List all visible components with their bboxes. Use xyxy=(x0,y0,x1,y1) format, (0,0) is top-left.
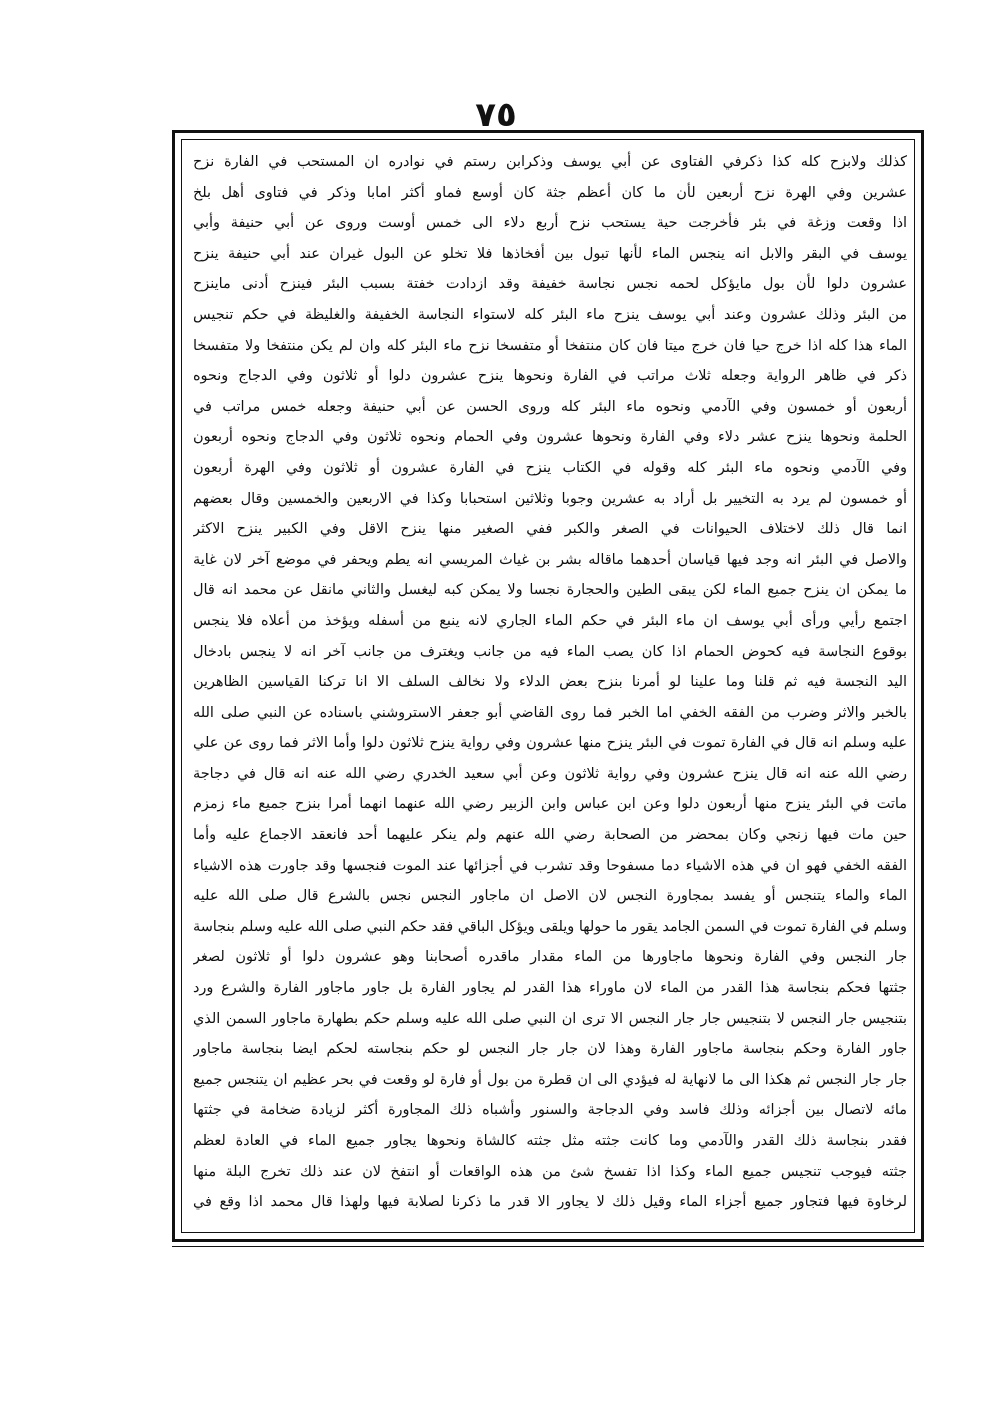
text-line: الماء والماء يتنجس أو يفسد بمجاورة النجس لان الاصل ان ماجاور النجس نجس بالشرع قال صلى الله عليه xyxy=(193,888,907,905)
text-line: حين مات فيها زنجي وكان بمحضر من الصحابة رضي الله عنهم ولم ينكر عليهما أحد فانعقد الاجماع عليه وأما xyxy=(193,827,907,844)
text-line: عشرون دلوا لأن بول مايؤكل لحمه نجس نجاسة خفيفة وقد ازدادت خفتة بسبب البئر فينزح أدنى ماينزح xyxy=(193,276,907,293)
text-line: بالخبر والاثر وضرب من الفقه الخفي اما الخبر فما روى القاضي أبو جعفر الاستروشني باسناده عن النبي صلى الله xyxy=(193,704,907,721)
text-line: جاور الفارة وحكم بنجاسة ماجاور الفارة وهذا لان جار جار النجس لو حكم بنجاسته لحكم ايضا بنجاسة ماجاور xyxy=(193,1041,907,1058)
text-line: يوسف في البقر والابل انه ينجس الماء لأنها تبول بين أفخاذها فلا تخلو عن البول غيران عند أبي حنيفة ينزح xyxy=(193,245,907,262)
text-line: أو خمسون لم يرد به التخيير بل أراد به عشرين وجوبا وثلاثين استحبابا وكذا في الاربعين والخمسين وقال بعضهم xyxy=(193,490,907,507)
text-line: الفقه الخفي فهو ان في هذه الاشياء دما مسفوحا وقد تشرب في أجزائها عند الموت فنجسها وقد جاورت هذه الاشياء xyxy=(193,857,907,874)
text-line: اليد النجسة فيه ثم قلنا وما علينا لو أمرنا بنزح بعض الدلاء ولا نخالف السلف الا انا تركنا القياسين الظاهرين xyxy=(193,674,907,691)
text-line: اذا وقعت وزغة في بئر فأخرجت حية يستحب نزح أربع دلاء الى خمس أوست وروى عن أبي حنيفة وأبي xyxy=(193,215,907,232)
text-line: انما قال ذلك لاختلاف الحيوانات في الصغر والكبر ففي الصغير منها ينزح الاقل وفي الكبير ينزح الاكثر xyxy=(193,521,907,538)
text-line: من البئر وذلك عشرون وعند أبي يوسف ينزح ماء البئر كله لاستواء النجاسة الخفيفة والغليظة في حكم تنجيس xyxy=(193,306,907,323)
body-text xyxy=(193,147,907,1225)
text-line: لرخاوة فيها فتجاور جميع أجزاء الماء وقيل ذلك لا يجاور الا قدر ما ذكرنا لصلابة فيها ولهذا قال محمد اذا وقع في xyxy=(193,1194,907,1211)
text-line: فقدر بنجاسة ذلك القدر والآدمي وما كانت جثته مثل جثته كالشاة ونحوها يجاور جميع الماء في العادة لعظم xyxy=(193,1133,907,1149)
text-line: عشرين وفي الهرة نزح أربعين لأن ما كان أعظم جثة كان أوسع فماو أكثر امابا وذكر في فتاوى أهل بلخ xyxy=(193,184,907,201)
text-line: عليه وسلم انه قال في الفارة تموت في البئر ينزح منها عشرون وفي رواية ينزح ثلاثون دلوا وأما الاثر فما روى عن علي xyxy=(193,735,907,752)
text-line: مائه لاتصال بين أجزائه وذلك فاسد وفي الدجاجة والسنور وأشباه ذلك المجاورة أكثر لزيادة ضخامة في جثتها xyxy=(193,1102,907,1119)
text-line: الحلمة ونحوها ينزح عشر دلاء وفي الفارة ونحوها عشرون وفي الحمام ونحوه ثلاثون وفي الدجاج ونحوه أربعون xyxy=(193,429,907,446)
text-frame xyxy=(172,130,924,1242)
text-line: جار النجس وفي الفارة ونحوها ماجاورها من الماء مقدار ماقدره أصحابنا وهو عشرون دلوا أو ثلاثون لصغر xyxy=(193,949,907,966)
text-line: ما يمكن ان ينزح جميع الماء لكن يبقى الطين والحجارة نجسا ولا يمكن كبه ليغسل والثاني مانقل عن محمد انه قال xyxy=(193,582,907,599)
text-line: بوقوع النجاسة فيه كحوض الحمام اذا كان يصب الماء فيه من جانب ويغترف من جانب آخر انه لا ينجس بادخال xyxy=(193,643,907,660)
text-line: والاصل في البئر انه وجد فيها قياسان أحدهما ماقاله بشر بن غياث المريسي انه يطم ويحفر في موضع آخر لان غاية xyxy=(193,551,907,568)
text-line: جار جار النجس ثم هكذا الى ما لانهاية له فيؤدي الى ان قطرة من بول أو فارة لو وقعت في بحر عظيم ان يتنجس جميع xyxy=(193,1071,907,1088)
text-line: جثتها فحكم بنجاسة هذا القدر من الماء لان ماوراء هذا القدر لم يجاور الفارة بل جاور ماجاور الفارة والشرع ورد xyxy=(193,980,907,997)
frame-bottom-rule xyxy=(172,1246,924,1247)
text-line: جثته فيوجب تنجيس جميع الماء وكذا اذا تفسخ شئ من هذه الواقعات أو انتفخ لان عند ذلك تخرج البلة منها xyxy=(193,1163,907,1180)
text-line: أربعون أو خمسون وفي الآدمي ونحوه ماء البئر كله وروى الحسن عن أبي حنيفة وجعله خمس مراتب في xyxy=(193,398,907,415)
page-number: ٧٥ xyxy=(475,95,517,135)
text-line: كذلك ولابزح كله كذا ذكرفي الفتاوى عن أبي يوسف وذكرابن رستم في نوادره ان المستحب في الفارة نزح xyxy=(193,154,907,170)
text-line: وسلم في الفارة تموت في السمن الجامد يقور ما حولها ويلقى ويؤكل الباقي فقد حكم النبي صلى الله عليه وسلم بنجاسة xyxy=(193,918,907,935)
text-line: رضي الله عنه انه قال ينزح عشرون وفي رواية ثلاثون وعن أبي سعيد الخدري رضي الله عنه انه قال في دجاجة xyxy=(193,765,907,782)
text-line: بتنجيس جار النجس لا بتنجيس جار جار النجس الا ترى ان النبي صلى الله عليه وسلم حكم بطهارة ماجاور السمن الذي xyxy=(193,1010,907,1027)
text-line: ذكر في ظاهر الرواية وجعله ثلاث مراتب في الفارة ونحوها ينزح عشرون دلوا أو ثلاثون وفي الدجاج ونحوه xyxy=(193,368,907,385)
text-line: اجتمع رأيي ورأى أبي يوسف ان ماء البئر في حكم الماء الجاري لانه ينبع من أسفله ويؤخذ من أعلاه فلا ينجس xyxy=(193,612,907,629)
text-line: وفي الآدمي ونحوه ماء البئر كله وقوله في الكتاب ينزح في الفارة عشرون أو ثلاثون وفي الهرة أربعون xyxy=(193,459,907,476)
text-line: الماء هذا كله اذا خرج حيا فان خرج ميتا فان كان منتفخا أو متفسخا نزح ماء البئر كله وان لم يكن منتفخا ولا متفسخا xyxy=(193,337,907,354)
text-line: ماتت في البئر ينزح منها أربعون دلوا وعن ابن عباس وابن الزبير رضي الله عنهما انهما أمرا بنزح جميع ماء زمزم xyxy=(193,796,907,813)
